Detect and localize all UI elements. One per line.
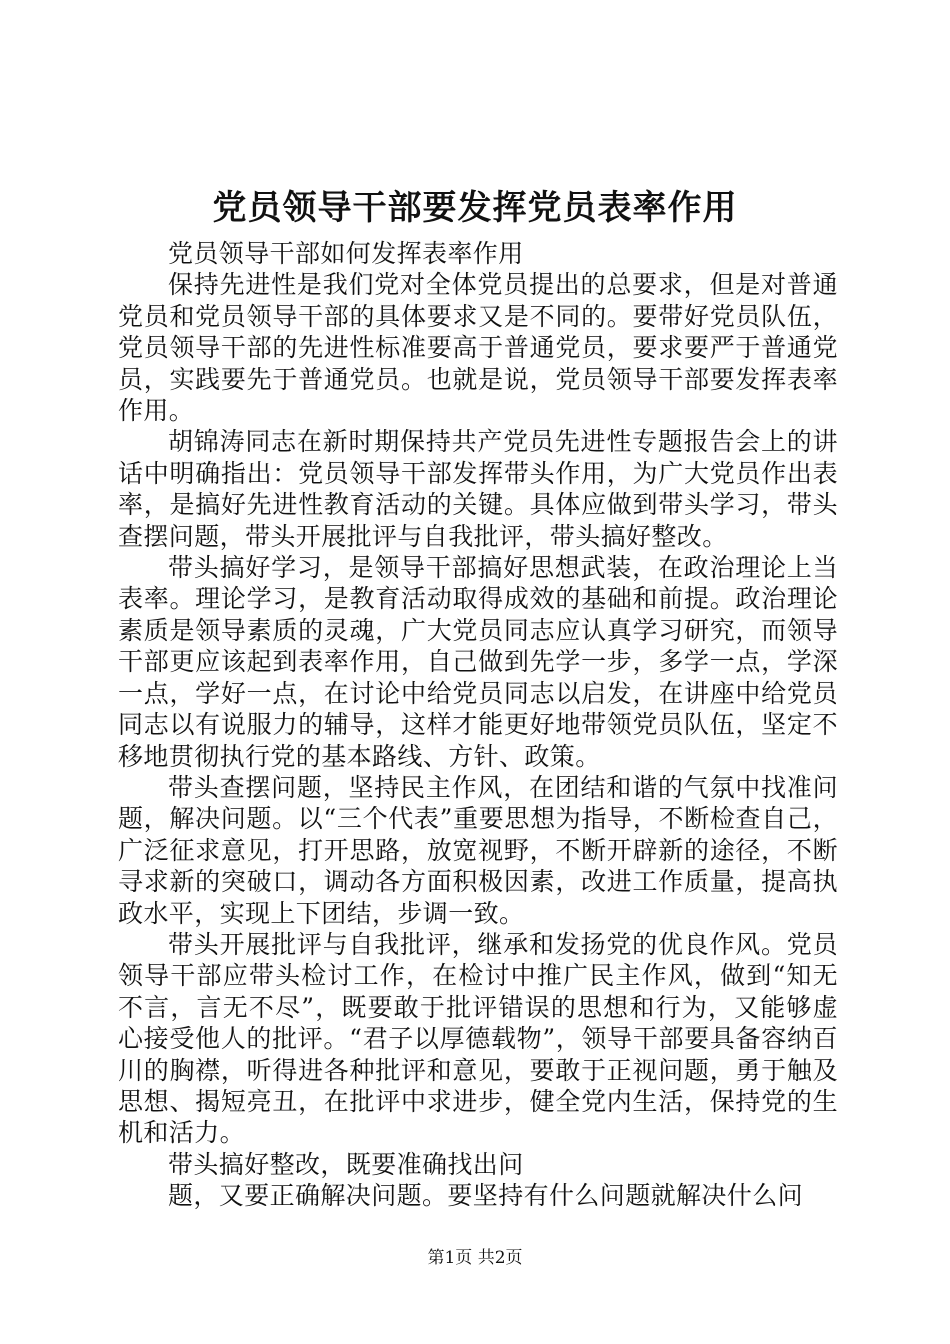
document-title: 党员领导干部要发挥党员表率作用 xyxy=(212,188,738,228)
paragraph: 题，又要正确解决问题。要坚持有什么问题就解决什么问 xyxy=(168,1181,804,1211)
paragraph: 带头开展批评与自我批评，继承和发扬党的优良作风。党员领导干部应带头检讨工作，在检讨中推广民主作风，做到“知无不言，言无不尽”，既要敢于批评错误的思想和行为，又能够虚心接受他人的批评。“君子以厚德载物”，领导干部要具备容纳百川的胸襟，听得进各种批评和意见，要敢于正视问题，勇于触及思想、揭短亮丑，在批评中求进步，健全党内生活，保持党的生机和活力。 xyxy=(118,929,838,1148)
paragraph: 保持先进性是我们党对全体党员提出的总要求，但是对普通党员和党员领导干部的具体要求又是不同的。要带好党员队伍，党员领导干部的先进性标准要高于普通党员，要求要严于普通党员，实践要先于普通党员。也就是说，党员领导干部要发挥表率作用。 xyxy=(118,270,838,426)
paragraph: 胡锦涛同志在新时期保持共产党员先进性专题报告会上的讲话中明确指出：党员领导干部发挥带头作用，为广大党员作出表率，是搞好先进性教育活动的关键。具体应做到带头学习，带头查摆问题，带头开展批评与自我批评，带头搞好整改。 xyxy=(118,427,838,551)
paragraph: 带头查摆问题，坚持民主作风，在团结和谐的气氛中找准问题，解决问题。以“三个代表”重要思想为指导，不断检查自己，广泛征求意见，打开思路，放宽视野，不断开辟新的途径，不断寻求新的突破口，调动各方面积极因素，改进工作质量，提高执政水平，实现上下团结，步调一致。 xyxy=(118,772,838,928)
document-body xyxy=(118,238,838,1212)
paragraph-subtitle: 党员领导干部如何发挥表率作用 xyxy=(168,239,524,268)
page-footer: 第1页 共2页 xyxy=(427,1248,523,1268)
paragraph: 带头搞好整改，既要准确找出问 xyxy=(168,1149,524,1179)
paragraph: 带头搞好学习，是领导干部搞好思想武装，在政治理论上当表率。理论学习，是教育活动取得成效的基础和前提。政治理论素质是领导素质的灵魂，广大党员同志应认真学习研究，而领导干部更应该起到表率作用，自己做到先学一步，多学一点，学深一点，学好一点，在讨论中给党员同志以启发，在讲座中给党员同志以有说服力的辅导，这样才能更好地带领党员队伍，坚定不移地贯彻执行党的基本路线、方针、政策。 xyxy=(118,553,838,771)
